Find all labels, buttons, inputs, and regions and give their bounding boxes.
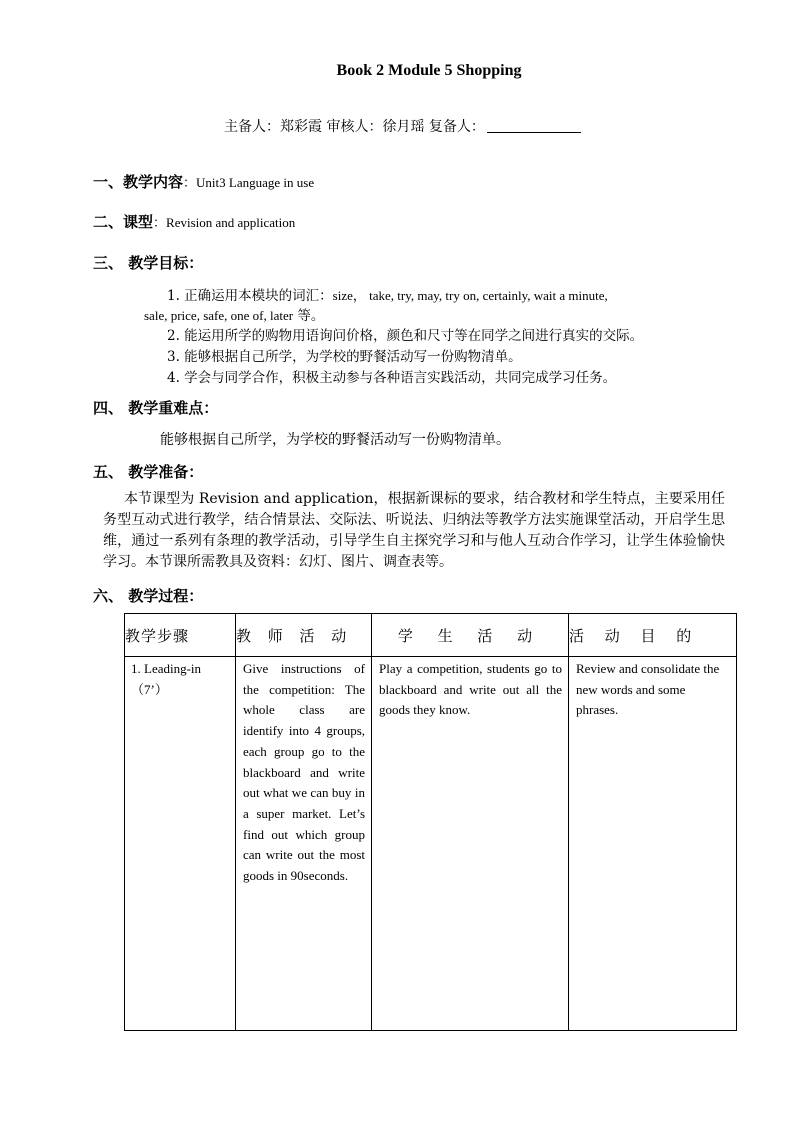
purpose-text: Review and consolidate the new words and some phrases.	[576, 661, 720, 718]
table-header-row	[125, 614, 737, 657]
preparers-line	[224, 116, 581, 136]
section-process: 六、 教学过程：	[93, 587, 204, 605]
section-goals: 三、 教学目标：	[93, 254, 204, 272]
content-value: Unit3 Language in use	[196, 175, 315, 190]
difficulty-text: 能够根据自己所学，为学校的野餐活动写一份购物清单。	[160, 432, 510, 448]
cell-teacher	[236, 657, 372, 1031]
preparation-paragraph: 本节课型为 Revision and application，根据新课标的要求，结合教材和学生特点，主要采用任务型互动式进行教学，结合情景法、交际法、听说法、归纳法等教学方法实施课堂活动，开启学生思维，通过一系列有条理的教学活动，引导学生自主探究学习和与他人互动合作学习，让学生体验愉快学习。本节课所需教具及资料：幻灯、图片、调查表等。	[103, 491, 725, 570]
header-student: 学 生 活 动	[372, 614, 569, 657]
header-teacher: 教 师 活 动	[236, 614, 372, 657]
goal-1-line-1	[167, 284, 608, 304]
header-purpose: 活 动 目 的	[569, 614, 737, 657]
goal-4: 4. 学会与同学合作，积极主动参与各种语言实践活动，共同完成学习任务。	[167, 370, 617, 386]
goal-1-cn-2: 等。	[293, 308, 325, 324]
cell-student	[372, 657, 569, 1031]
student-text: Play a competition, students go to blackboard and write out all the goods they know.	[379, 661, 562, 718]
preparers-text: 主备人：郑彩霞 审核人：徐月瑶 复备人：	[224, 119, 485, 135]
teacher-text: Give instructions of the competition: The whole class are identify into 4 groups, each group go to the blackboard and write out what we can buy in a super market. Let’s find out which group can write out the most goods in 90seconds.	[243, 661, 365, 884]
reviewer-blank	[487, 118, 581, 133]
type-value: Revision and application	[166, 215, 296, 230]
header-step: 教学步骤	[125, 614, 236, 657]
section-preparation: 五、 教学准备：	[93, 463, 204, 481]
goal-2: 2. 能运用所学的购物用语询问价格，颜色和尺寸等在同学之间进行真实的交际。	[167, 328, 644, 344]
section-content	[93, 171, 314, 192]
table-row	[125, 657, 737, 1031]
content-colon: ：	[183, 175, 197, 190]
goal-1-en-2: sale, price, safe, one of, later	[144, 308, 294, 323]
cell-step	[125, 657, 236, 1031]
type-colon: ：	[153, 215, 167, 230]
cell-purpose	[569, 657, 737, 1031]
section-difficulty: 四、 教学重难点：	[93, 399, 219, 417]
content-label: 一、教学内容	[93, 173, 184, 191]
goal-1-cn: 1. 正确运用本模块的词汇：	[167, 288, 333, 304]
step-text: 1. Leading-in（7’）	[131, 661, 202, 697]
document-title: Book 2 Module 5 Shopping	[336, 62, 522, 79]
teaching-process-table	[124, 613, 737, 1031]
goal-3: 3. 能够根据自己所学，为学校的野餐活动写一份购物清单。	[167, 349, 522, 365]
goal-1-en: size， take, try, may, try on, certainly, wait a minute,	[332, 288, 608, 303]
goal-1-line-2	[144, 304, 324, 324]
type-label: 二、课型	[93, 213, 154, 231]
section-type	[93, 211, 295, 232]
